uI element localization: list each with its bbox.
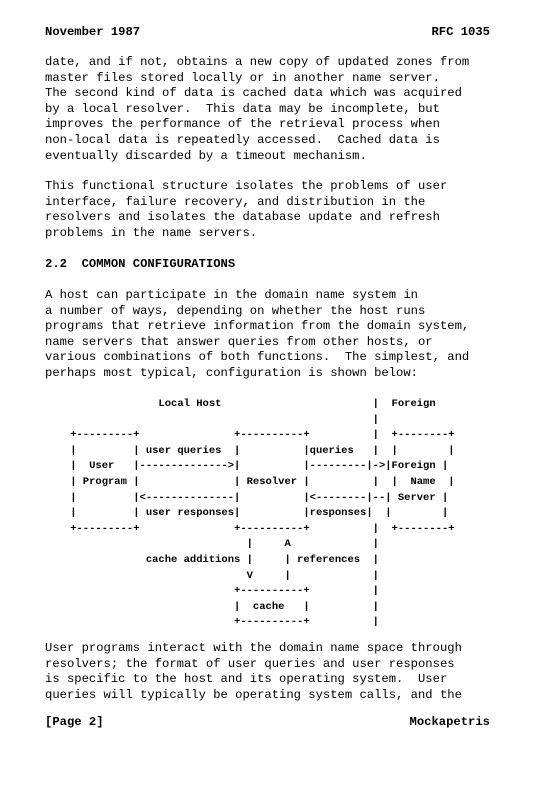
page-footer: [45, 715, 490, 777]
footer-page-number: [Page 2]: [45, 715, 104, 729]
header-date: November 1987: [45, 25, 141, 39]
paragraph-configurations: A host can participate in the domain name system in a number of ways, depending on whether the host runs programs that retrieve information from the domain system, name servers that answer queries from other hosts, or various combinations of both functions. The simplest, and perhaps most typical, configuration is shown below:: [45, 288, 470, 380]
paragraph-user-programs: User programs interact with the domain name space through resolvers; the format of user queries and user responses is specific to the host and its operating system. User queries will typically be operating system calls, and the: [45, 641, 462, 702]
paragraph-functional-structure: This functional structure isolates the problems of user interface, failure recovery, and distribution in the resolvers and isolates the database update and refresh problems in the name servers.: [45, 179, 448, 240]
section-heading: 2.2 COMMON CONFIGURATIONS: [45, 257, 236, 271]
header-rfc-number: RFC 1035: [431, 25, 490, 39]
paragraph-cached-data: date, and if not, obtains a new copy of updated zones from master files stored locally or in another name server. The second kind of data is cached data which was acquired by a local resolver. This data may be incomplete, but improves the performance of the retrieval process when non-local data is repeatedly accessed. Cached data is eventually discarded by a timeout mechanism.: [45, 55, 470, 163]
configuration-diagram: Local Host | Foreign | +---------+ +----------+ | +--------+ | | user queries | |queries | | | | User |-------------->| |---------|->|Foreign | | Program | | Resolver | | | Name | | |<--------------| |<--------|--| Server | | | user responses| |responses| | | +---------+ +----------+ | +--------+ | A | cache additions | | references | V | | +----------+ | | cache | | +----------+ |: [70, 398, 455, 629]
footer-author: Mockapetris: [409, 715, 490, 729]
